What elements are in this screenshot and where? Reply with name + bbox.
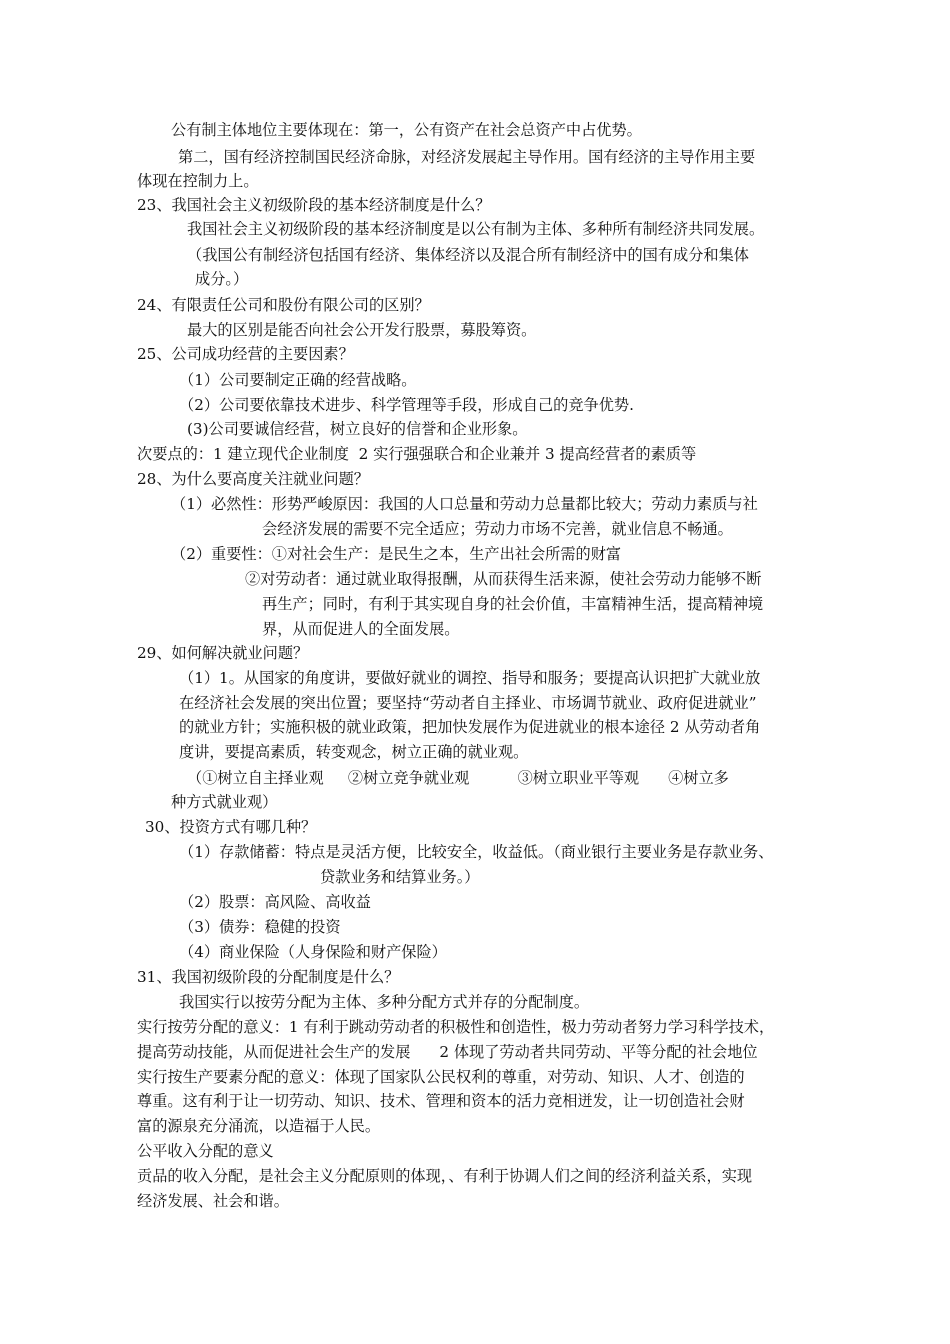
section-heading: 公平收入分配的意义 <box>137 1142 274 1160</box>
text-line: 贷款业务和结算业务。） <box>320 868 480 886</box>
text-line: 实行按生产要素分配的意义：体现了国家队公民权利的尊重，对劳动、知识、人才、创造的 <box>137 1068 745 1086</box>
text-line: （1）1。从国家的角度讲，要做好就业的调控、指导和服务；要提高认识把扩大就业放 <box>179 669 761 687</box>
question-heading: 24、有限责任公司和股份有限公司的区别？ <box>137 296 430 314</box>
question-heading: 23、我国社会主义初级阶段的基本经济制度是什么？ <box>137 196 491 214</box>
text-line: （4）商业保险（人身保险和财产保险） <box>179 943 447 961</box>
text-line: （3）债券：稳健的投资 <box>179 918 341 936</box>
text-line: （1）必然性：形势严峻原因：我国的人口总量和劳动力总量都比较大；劳动力素质与社 <box>171 495 758 513</box>
text-line: 度讲，要提高素质，转变观念，树立正确的就业观。 <box>179 743 529 761</box>
text-line: 我国实行以按劳分配为主体、多种分配方式并存的分配制度。 <box>179 993 590 1011</box>
text-line: （2）公司要依靠技术进步、科学管理等手段，形成自己的竞争优势. <box>179 396 634 414</box>
text-line: 在经济社会发展的突出位置；要坚持“劳动者自主择业、市场调节就业、政府促进就业” <box>179 694 757 712</box>
question-heading: 31、我国初级阶段的分配制度是什么？ <box>137 968 400 986</box>
text-line: （1）公司要制定正确的经营战略。 <box>179 371 417 389</box>
text-line: 富的源泉充分涌流，以造福于人民。 <box>137 1117 380 1135</box>
question-heading: 30、投资方式有哪几种？ <box>145 818 317 836</box>
text-line: 我国社会主义初级阶段的基本经济制度是以公有制为主体、多种所有制经济共同发展。 <box>187 220 765 238</box>
text-line: (3)公司要诚信经营，树立良好的信誉和企业形象。 <box>187 420 528 438</box>
text-line: 最大的区别是能否向社会公开发行股票，募股筹资。 <box>187 321 537 339</box>
text-line: 次要点的：1 建立现代企业制度 2 实行强强联合和企业兼并 3 提高经营者的素质等 <box>137 445 697 463</box>
question-heading: 28、为什么要高度关注就业问题？ <box>137 470 369 488</box>
text-line: 尊重。这有利于让一切劳动、知识、技术、管理和资本的活力竞相迸发，让一切创造社会财 <box>137 1092 745 1110</box>
text-line: 贡品的收入分配，是社会主义分配原则的体现，、有利于协调人们之间的经济利益关系，实现 <box>137 1167 753 1185</box>
question-heading: 25、公司成功经营的主要因素？ <box>137 345 354 363</box>
text-line: 会经济发展的需要不完全适应；劳动力市场不完善，就业信息不畅通。 <box>262 520 733 538</box>
text-line: ②对劳动者：通过就业取得报酬，从而获得生活来源，使社会劳动力能够不断 <box>245 570 762 588</box>
text-line: 实行按劳分配的意义：1 有利于跳动劳动者的积极性和创造性，极力劳动者努力学习科学技术， <box>137 1018 775 1036</box>
text-line: 第二，国有经济控制国民经济命脉，对经济发展起主导作用。国有经济的主导作用主要 <box>178 148 756 166</box>
text-line: （①树立自主择业观 ②树立竞争就业观 ③树立职业平等观 ④树立多 <box>187 769 729 787</box>
text-line: 体现在控制力上。 <box>137 172 259 190</box>
question-heading: 29、如何解决就业问题？ <box>137 644 309 662</box>
text-line: 经济发展、社会和谐。 <box>137 1192 289 1210</box>
text-line: 界，从而促进人的全面发展。 <box>262 620 460 638</box>
text-line: 的就业方针；实施积极的就业政策，把加快发展作为促进就业的根本途径 2 从劳动者角 <box>179 718 761 736</box>
text-line: （我国公有制经济包括国有经济、集体经济以及混合所有制经济中的国有成分和集体 <box>187 246 749 264</box>
text-line: 提高劳动技能，从而促进社会生产的发展 2 体现了劳动者共同劳动、平等分配的社会地位 <box>137 1043 758 1061</box>
text-line: 再生产；同时，有利于其实现自身的社会价值，丰富精神生活，提高精神境 <box>262 595 764 613</box>
text-line: （1）存款储蓄：特点是灵活方便，比较安全，收益低。（商业银行主要业务是存款业务、 <box>179 843 774 861</box>
text-line: 公有制主体地位主要体现在：第一，公有资产在社会总资产中占优势。 <box>171 121 642 139</box>
text-line: 种方式就业观） <box>171 793 278 811</box>
text-line: （2）股票：高风险、高收益 <box>179 893 371 911</box>
text-line: 成分。） <box>195 270 249 288</box>
text-line: （2）重要性：①对社会生产：是民生之本，生产出社会所需的财富 <box>171 545 622 563</box>
